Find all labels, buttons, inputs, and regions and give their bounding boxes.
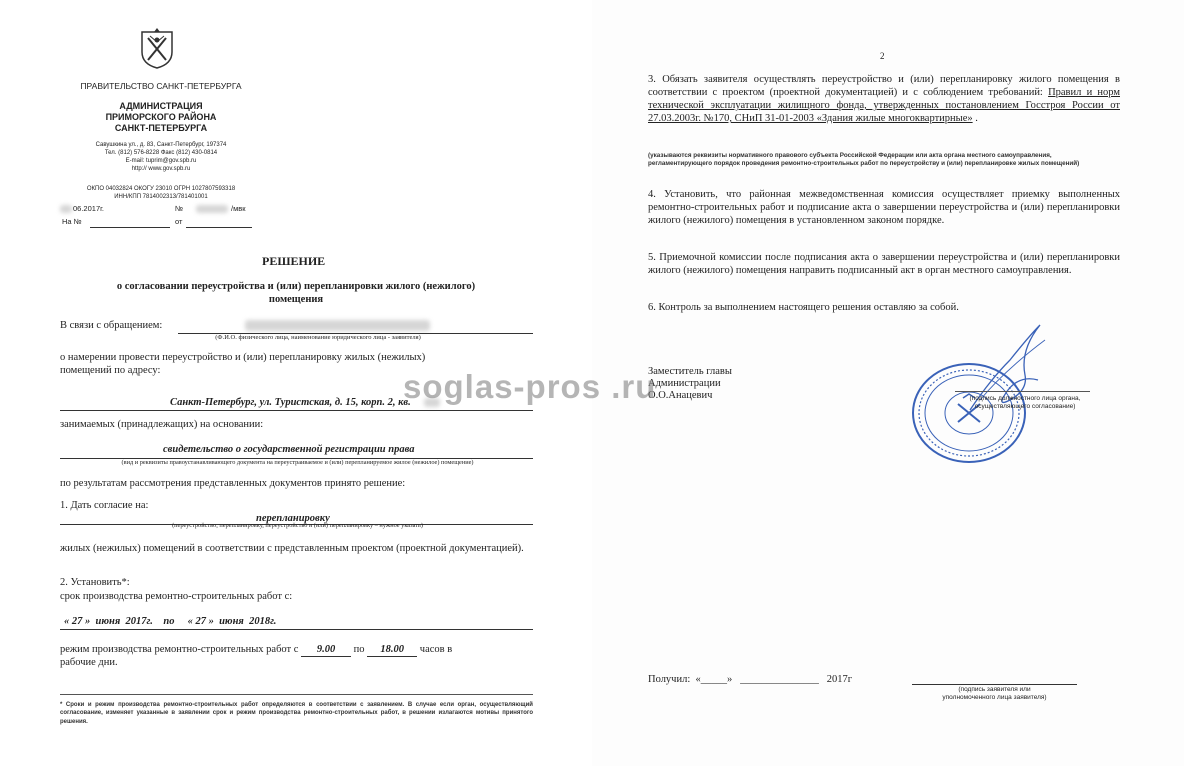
footnote-divider <box>60 694 533 695</box>
received-line: Получил: «_____» _______________ 2017г <box>648 674 853 685</box>
signatory-block: Заместитель главы Администрации О.О.Анацевич <box>648 366 732 401</box>
ref-number-label: На № <box>62 217 82 226</box>
occupied-label: занимаемых (принадлежащих) на основании: <box>60 419 264 430</box>
watermark-text: soglas-pros .ru <box>403 368 657 405</box>
footnote: * Сроки и режим производства ремонтно-строительных работ определяются в соответствии с заявлением. В случае если орган, осуществляющий согласование, изменяет указанные в заявлении срок и режим производства ремонтно-строительных работ, в решении излагаются мотивы принятого решения. <box>60 702 533 725</box>
item5-text: 5. Приемочной комиссии после подписания акта о завершении переустройства и (или) перепланировки жилого (нежилого) помещения направить подписанный акт в орган местного самоуправления. <box>648 252 1120 276</box>
item4-text: 4. Установить, что районная межведомственная комиссия осуществляет приемку выполненных ремонтно-строительных работ и подписание акта о завершении переустройства и (или) перепланировки жилого (нежилого) помещения в установленном законом порядке. <box>648 189 1120 226</box>
item3-text: 3. Обязать заявителя осуществлять переустройство и (или) перепланировку жилого помещения в соответствии с проектом (проектной документацией) и с соблюдением требований: Правил и норм технической эксплуатации жилищного фонда, утвержденных постановлением Госстроя России от 27.03.2003г. №170, СНиП 31-01-2003 «Здания жилые многоквартирные» . <box>648 74 1120 124</box>
page-number: 2 <box>880 51 885 61</box>
redacted-number <box>196 205 228 213</box>
ref-date-line <box>186 227 252 228</box>
mode-to: 18.00 <box>367 643 417 657</box>
doc-number-suffix: /мвк <box>231 204 246 213</box>
work-mode: режим производства ремонтно-строительных работ с 9.00 по 18.00 часов в <box>60 644 453 655</box>
item1-value: перепланировку <box>256 513 330 524</box>
item6-text: 6. Контроль за выполнением настоящего решения оставляю за собой. <box>648 302 959 313</box>
item1-caption: (переустройство, перепланировку, переустройство и (или) перепланировку – нужное указать) <box>172 522 423 529</box>
appeal-label: В связи с обращением: <box>60 320 163 331</box>
signature-caption: (подпись должностного лица органа, осуществляющего согласование) <box>969 395 1081 410</box>
item2-text: срок производства ремонтно-строительных работ с: <box>60 591 293 602</box>
appeal-caption: (Ф.И.О. физического лица, наименование юридического лица - заявителя) <box>215 334 421 341</box>
work-mode-line2: рабочие дни. <box>60 657 118 668</box>
basis-value: свидетельство о государственной регистрации права <box>163 444 415 455</box>
item3-caption: (указываются реквизиты нормативного правового субъекта Российской Федерации или акта органа местного самоуправления, регламентирующего порядок проведения ремонтно-строительных работ по переустройству и (или) перепланировке жилых помещений) <box>648 152 1080 168</box>
review-text: по результатам рассмотрения представленных документов принято решение: <box>60 478 406 489</box>
address-line <box>60 410 533 411</box>
intent-text: о намерении провести переустройство и (или) перепланировку жилых (нежилых) помещений по адресу: <box>60 352 426 376</box>
admin-header: АДМИНИСТРАЦИЯ ПРИМОРСКОГО РАЙОНА САНКТ-ПЕТЕРБУРГА <box>105 101 217 133</box>
redacted-day <box>60 205 72 213</box>
term-line <box>60 629 533 630</box>
mode-from: 9.00 <box>301 643 351 657</box>
ref-number-line <box>90 227 170 228</box>
applicant-signature-line <box>912 684 1077 685</box>
item2-label: 2. Установить*: <box>60 577 130 588</box>
item1-label: 1. Дать согласие на: <box>60 500 149 511</box>
contact-block: Савушкина ул., д. 83, Санкт-Петербург, 197374 Тел. (812) 576-8228 Факс (812) 430-0814 E-mail: tuprim@gov.spb.ru http:// www.gov.spb.ru <box>95 142 227 172</box>
ref-date-label: от <box>175 217 183 226</box>
doc-number-label: № <box>175 204 184 213</box>
term-value: « 27 » июня 2017г. по « 27 » июня 2018г. <box>64 616 277 627</box>
signature-line <box>955 391 1090 392</box>
coat-of-arms-emblem <box>138 26 176 70</box>
doc-date: 06.2017г. <box>73 204 105 213</box>
basis-caption: (вид и реквизиты правоустанавливающего документа на переустраиваемое и (или) перепланируемое жилое (нежилое) помещение) <box>121 459 474 466</box>
redacted-applicant <box>245 320 430 331</box>
registration-codes: ОКПО 04032824 ОКОГУ 23010 ОГРН 1027807593318 ИНН/КПП 7814002313/781401001 <box>86 186 236 200</box>
government-header: ПРАВИТЕЛЬСТВО САНКТ-ПЕТЕРБУРГА <box>80 81 242 91</box>
document-title: РЕШЕНИЕ <box>262 254 326 268</box>
address-value: Санкт-Петербург, ул. Туристская, д. 15, корп. 2, кв. <box>170 397 411 408</box>
item1-text: жилых (нежилых) помещений в соответствии с представленным проектом (проектной документацией). <box>60 543 524 554</box>
document-subtitle: о согласовании переустройства и (или) перепланировки жилого (нежилого) помещения <box>116 281 476 305</box>
applicant-caption: (подпись заявителя или уполномоченного лица заявителя) <box>942 686 1047 701</box>
